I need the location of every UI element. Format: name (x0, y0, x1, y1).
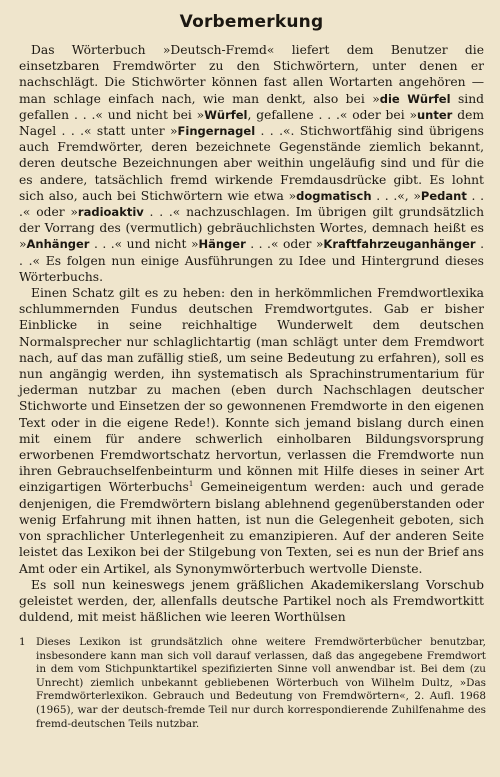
body-paragraph (19, 285, 484, 577)
keyword-bold: Pedant (420, 188, 467, 203)
text-run: . . .« und nicht » (89, 237, 199, 252)
footnote-text: Dieses Lexikon ist grundsätzlich ohne weitere Fremdwörterbücher benutzbar, insbesondere kann man sich voll darauf verlassen, daß das angegebene Fremdwort in dem vom Stichpunktartikel spezifizierten Sinne voll anwendbar ist. Bei dem (zu Unrecht) ziemlich unbekannt gebliebenen Wörterbuch von Wilhelm Dultz, »Das Fremdwörterlexikon. Gebrauch und Bedeutung von Fremdwörtern«, 2. Aufl. 1968 (1965), war der deutsch-fremde Teil nur durch korrespondierende Zuhilfenahme des fremd-deutschen Teils nutzbar. (36, 636, 486, 730)
text-run: . . .« oder » (245, 237, 324, 252)
text-run: dem Nagel . . .« statt unter » (19, 107, 485, 139)
text-run: Einen Schatz gilt es zu heben: den in herkömmlichen Fremdwortlexika schlummernden Fundus deutschen Fremdwortgutes. Gab er bisher Einblicke in seine reichhaltige Wunderwelt dem deutschen Normalsprecher nur schlaglichtartig (man schlägt unter dem Fremdwort nach, auf das man zufällig stieß, um seine Bedeutung zu erfahren), soll es nun angängig werden, ihn systematisch als Sprachinstrumentarium für jederman nutzbar zu machen (eben durch Nachschlagen deutscher Stichworte und Einsetzen der so gewonnenen Fremdworte in den eigenen Text oder in die eigene Rede!). Konnte sich jemand bislang durch einen mit einem für andere schwerlich einholbaren Bildungsvorsprung erworbenen Fremdwortschatz hervortun, verlassen die Fremdworte nun ihren Gebrauchselfenbeinturm und können mit Hilfe dieses in seiner Art einzigartigen Wörterbuchs (19, 286, 484, 495)
keyword-bold: Anhänger (26, 237, 90, 252)
text-run: . . .« oder » (19, 188, 485, 220)
text-run: , gefallene . . .« oder bei » (247, 107, 417, 122)
footnote (19, 636, 486, 731)
footnote-number: 1 (19, 636, 26, 648)
body-paragraph (19, 42, 484, 285)
keyword-bold: dogmatisch (296, 188, 372, 203)
body-paragraph (19, 577, 484, 626)
text-run: . . .«, » (371, 188, 421, 203)
keyword-bold: Würfel (399, 91, 451, 106)
page-title: Vorbemerkung (179, 12, 324, 32)
keyword-bold: die (379, 91, 400, 106)
keyword-bold: Kraftfahrzeuganhänger (323, 237, 476, 252)
text-run: sind gefallen . . .« und nicht bei » (19, 91, 484, 122)
text-run: Es soll nun keineswegs jenem gräßlichen Akademikerslang Vorschub geleistet werden, der, allenfalls deutsche Partikel noch als Fremdwortkitt duldend, mit meist häßlichen wie leeren Worthülsen (19, 577, 484, 625)
keyword-bold: Fingernagel (177, 124, 256, 139)
keyword-bold: Würfel (204, 107, 248, 122)
text-run: Gemeineigentum werden: auch und gerade denjenigen, die Fremdwörtern bislang ablehnend gegenüberstanden oder wenig Erfahrung mit ihnen hatten, ist nun die Gelegenheit geboten, sich von sprachlicher Unterlegenheit zu emanzipieren. Auf der anderen Seite leistet das Lexikon bei der Stilgebung von Texten, sei es nun der Brief ans Amt oder ein Artikel, als Synonymwörterbuch wertvolle Dienste. (19, 480, 484, 576)
text-run: . . .«. Stichwortfähig sind übrigens auch Fremdwörter, deren bezeichnete Gegenstände ziemlich bekannt, deren deutsche Bezeichnungen aber weithin ungeläufig sind und für die es andere, tatsächlich fremd wirkende Fremdausdrücke gibt. Es lohnt sich also, auch bei Stichwörtern wie etwa » (19, 124, 484, 203)
text-run: . . .« nachzuschlagen. Im übrigen gilt grundsätzlich der Vorrang des (vermutlich) gebräuchlichsten Wortes, demnach heißt es » (19, 205, 484, 252)
keyword-bold: radioaktiv (77, 205, 144, 220)
keyword-bold: Hänger (198, 237, 246, 252)
body-text (19, 42, 484, 625)
footnote-reference: 1 (188, 480, 194, 489)
text-run: Das Wörterbuch »Deutsch-Fremd« liefert dem Benutzer die einsetzbaren Fremdwörter zu den Stichwörtern, unter denen er nachschlägt. Die Stichwörter können fast allen Wortarten angehören — man schlage einfach nach, wie man denkt, also bei » (19, 43, 484, 106)
text-run: . . .« Es folgen nun einige Ausführungen zu Idee und Hintergrund dieses Wörterbuchs. (19, 237, 484, 284)
keyword-bold: unter (417, 107, 453, 122)
